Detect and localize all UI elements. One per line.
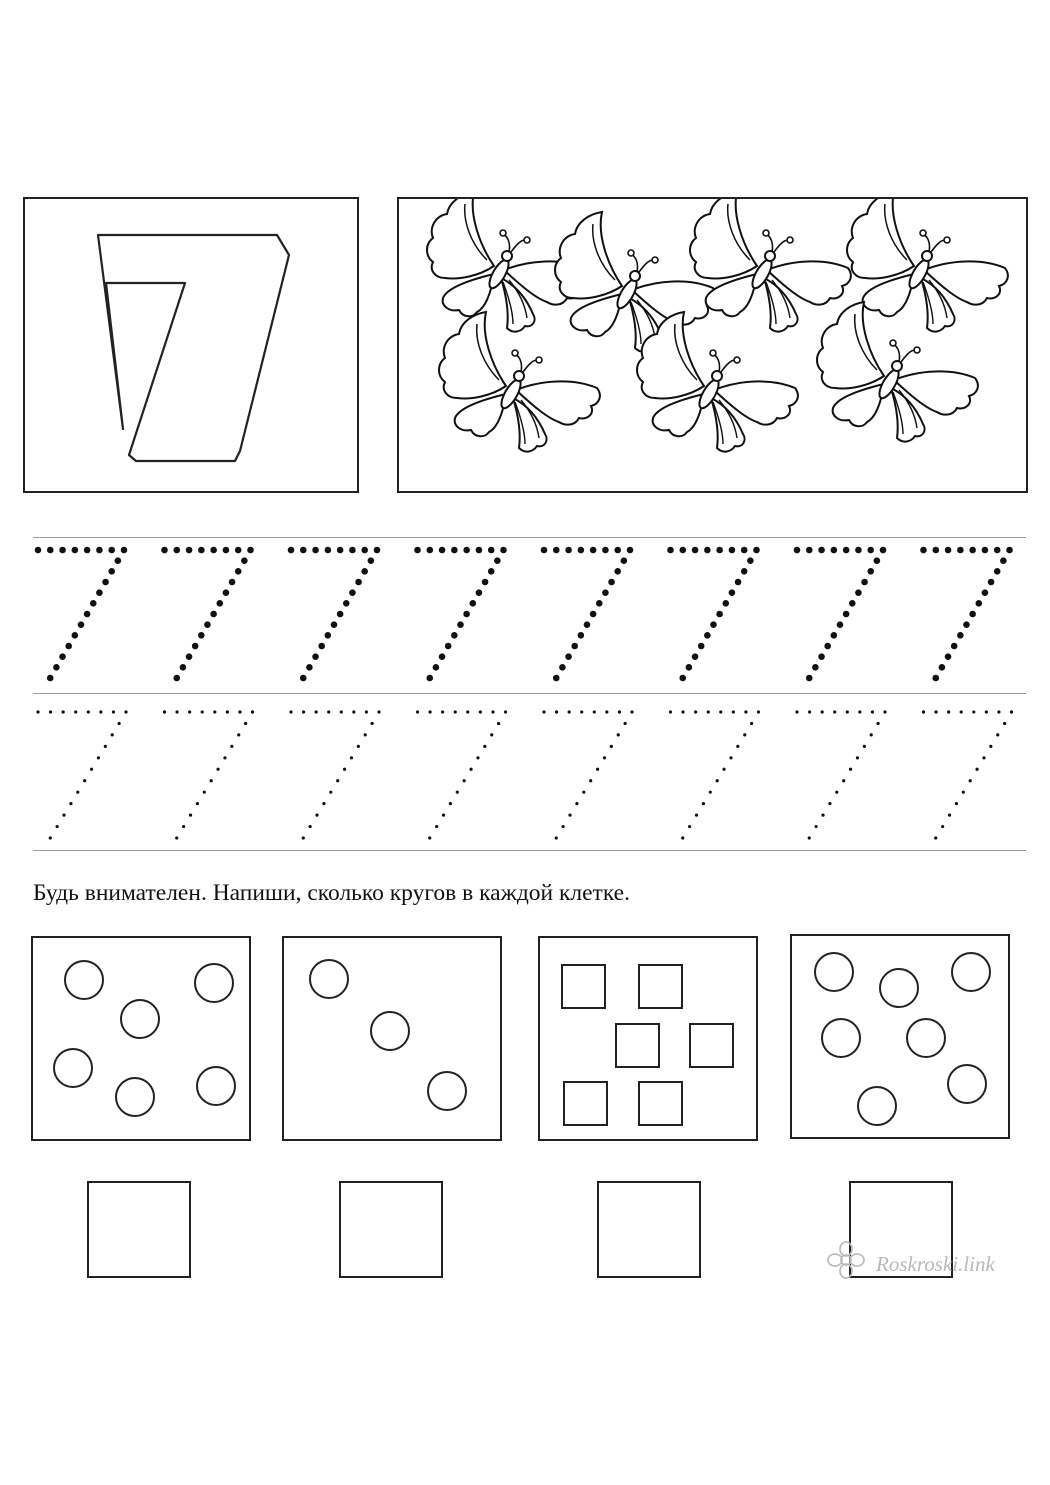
digit-outline xyxy=(25,199,357,491)
count-box-3 xyxy=(538,936,758,1141)
count-box-1 xyxy=(31,936,251,1141)
trace-digit-2-4 xyxy=(416,710,507,839)
trace-digit-2-2 xyxy=(163,710,254,839)
trace-digit-2-6 xyxy=(669,710,760,839)
trace-digit-2-3 xyxy=(289,710,380,839)
trace-digit-2-8 xyxy=(922,710,1013,839)
butterfly-4 xyxy=(847,199,1008,332)
trace-digit-1-8 xyxy=(920,547,1013,682)
instruction-text: Будь внимателен. Напиши, сколько кругов в каждой клетке. xyxy=(33,880,630,906)
butterflies-box xyxy=(397,197,1028,493)
butterfly-3 xyxy=(690,199,851,332)
trace-digit-1-7 xyxy=(794,547,887,682)
answer-box-1[interactable] xyxy=(87,1181,191,1278)
trace-digit-1-2 xyxy=(161,547,254,682)
count-box-4-shapes xyxy=(792,936,1008,1137)
count-box-2-shapes xyxy=(284,938,500,1139)
trace-digit-1-3 xyxy=(288,547,381,682)
trace-digit-2-1 xyxy=(36,710,127,839)
digit-box xyxy=(23,197,359,493)
trace-rows[interactable] xyxy=(0,530,1050,860)
trace-digit-1-5 xyxy=(541,547,634,682)
trace-digit-2-7 xyxy=(795,710,886,839)
butterfly-6 xyxy=(637,312,798,452)
trace-digit-2-5 xyxy=(542,710,633,839)
butterflies-picture xyxy=(399,199,1026,491)
flower-icon xyxy=(822,1240,870,1280)
answer-box-3[interactable] xyxy=(597,1181,701,1278)
butterfly-2 xyxy=(555,212,716,352)
count-box-3-shapes xyxy=(540,938,756,1139)
butterfly-5 xyxy=(439,312,600,452)
trace-digit-1-1 xyxy=(35,547,128,682)
watermark-text: Roskroski.link xyxy=(876,1252,995,1276)
count-box-4 xyxy=(790,934,1010,1139)
count-box-2 xyxy=(282,936,502,1141)
trace-digit-1-4 xyxy=(414,547,507,682)
trace-digit-1-6 xyxy=(667,547,760,682)
answer-box-2[interactable] xyxy=(339,1181,443,1278)
count-box-1-shapes xyxy=(33,938,249,1139)
